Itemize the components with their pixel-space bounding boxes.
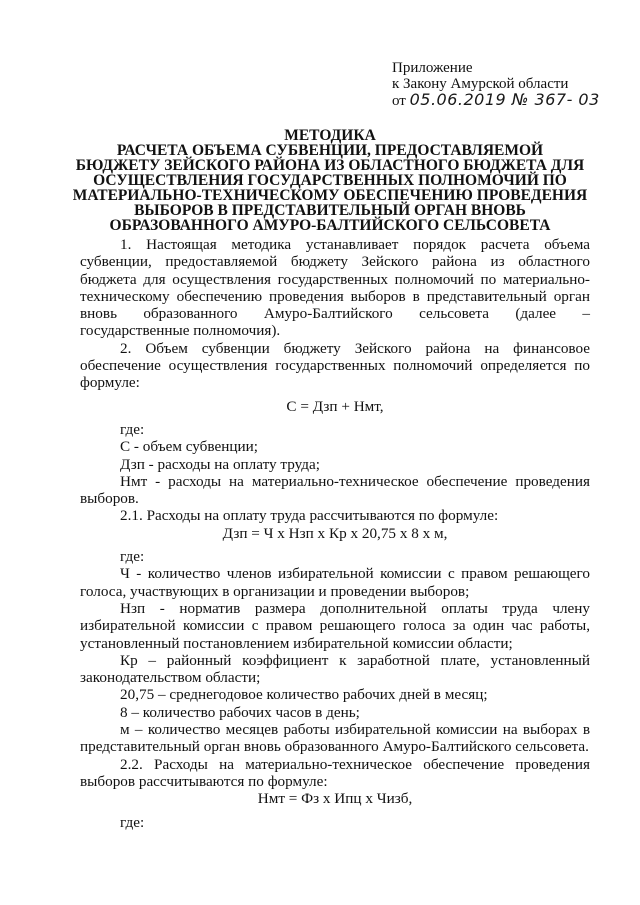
document-body [80, 236, 590, 831]
title-line: ОБРАЗОВАННОГО АМУРО-БАЛТИЙСКОГО СЕЛЬСОВЕТА [109, 217, 551, 234]
formula-subvention: С = Дзп + Нмт, [286, 397, 384, 415]
definition-nmt: Нмт - расходы на материально-техническое обеспечение проведения выборов. [80, 472, 590, 508]
definition-c: С - объем субвенции; [120, 438, 258, 456]
formula-labor: Дзп = Ч х Нзп х Кр х 20,75 х 8 х м, [222, 524, 448, 542]
document-title [70, 128, 590, 233]
title-line: МАТЕРИАЛЬНО-ТЕХНИЧЕСКОМУ ОБЕСПЕЧЕНИЮ ПРОВЕДЕНИЯ [72, 187, 588, 204]
definition-hours: 8 – количество рабочих часов в день; [120, 703, 360, 721]
appendix-line-1: Приложение [392, 60, 473, 76]
appendix-block [392, 60, 600, 109]
paragraph-2: 2. Объем субвенции бюджету Зейского района на финансовое обеспечение осуществления государственных полномочий определяется по формуле: [80, 339, 590, 392]
paragraph-2-1: 2.1. Расходы на оплату труда рассчитываются по формуле: [120, 507, 499, 525]
title-line: ОСУЩЕСТВЛЕНИЯ ГОСУДАРСТВЕННЫХ ПОЛНОМОЧИЙ ПО [93, 172, 567, 189]
definition-days: 20,75 – среднегодовое количество рабочих дней в месяц; [120, 686, 488, 704]
paragraph-2-2: 2.2. Расходы на материально-техническое обеспечение проведения выборов рассчитываются по формуле: [80, 755, 590, 790]
appendix-line-2: к Закону Амурской области [392, 76, 569, 92]
title-line: ВЫБОРОВ В ПРЕДСТАВИТЕЛЬНЫЙ ОРГАН ВНОВЬ [134, 202, 526, 219]
where-label: где: [120, 548, 145, 566]
definition-dzp: Дзп - расходы на оплату труда; [120, 455, 320, 473]
handwritten-date-number: 05.06.2019 № 367- 03 [409, 90, 600, 109]
definition-kr: Кр – районный коэффициент к заработной плате, установленный законодательством области; [80, 651, 590, 687]
title-line: БЮДЖЕТУ ЗЕЙСКОГО РАЙОНА ИЗ ОБЛАСТНОГО БЮДЖЕТА ДЛЯ [75, 157, 585, 174]
title-line: МЕТОДИКА [284, 127, 376, 144]
appendix-date-prefix: от [392, 93, 406, 109]
paragraph-1: 1. Настоящая методика устанавливает порядок расчета объема субвенции, предоставляемой бюджету Зейского района из областного бюджета для осуществления государственных полномочий по материально-техническому обеспечению проведения выборов в представительный орган вновь образованного Амуро-Балтийского сельсовета (далее – государственные полномочия). [80, 236, 590, 340]
formula-material: Нмт = Фз х Ипц х Чизб, [257, 790, 413, 808]
where-label: где: [120, 813, 145, 831]
appendix-line-3 [392, 92, 600, 109]
definition-m: м – количество месяцев работы избирательной комиссии на выборах в представительный орган вновь образованного Амуро-Балтийского сельсовета. [80, 721, 590, 756]
definition-ch: Ч - количество членов избирательной комиссии с правом решающего голоса, участвующих в организации и проведении выборов; [80, 565, 590, 600]
definition-nzp: Нзп - норматив размера дополнительной оплаты труда члену избирательной комиссии с правом решающего голоса за один час работы, установленный постановлением избирательной комиссии области; [80, 599, 590, 652]
where-label: где: [120, 420, 145, 438]
title-line: РАСЧЕТА ОБЪЕМА СУБВЕНЦИИ, ПРЕДОСТАВЛЯЕМОЙ [116, 142, 544, 159]
